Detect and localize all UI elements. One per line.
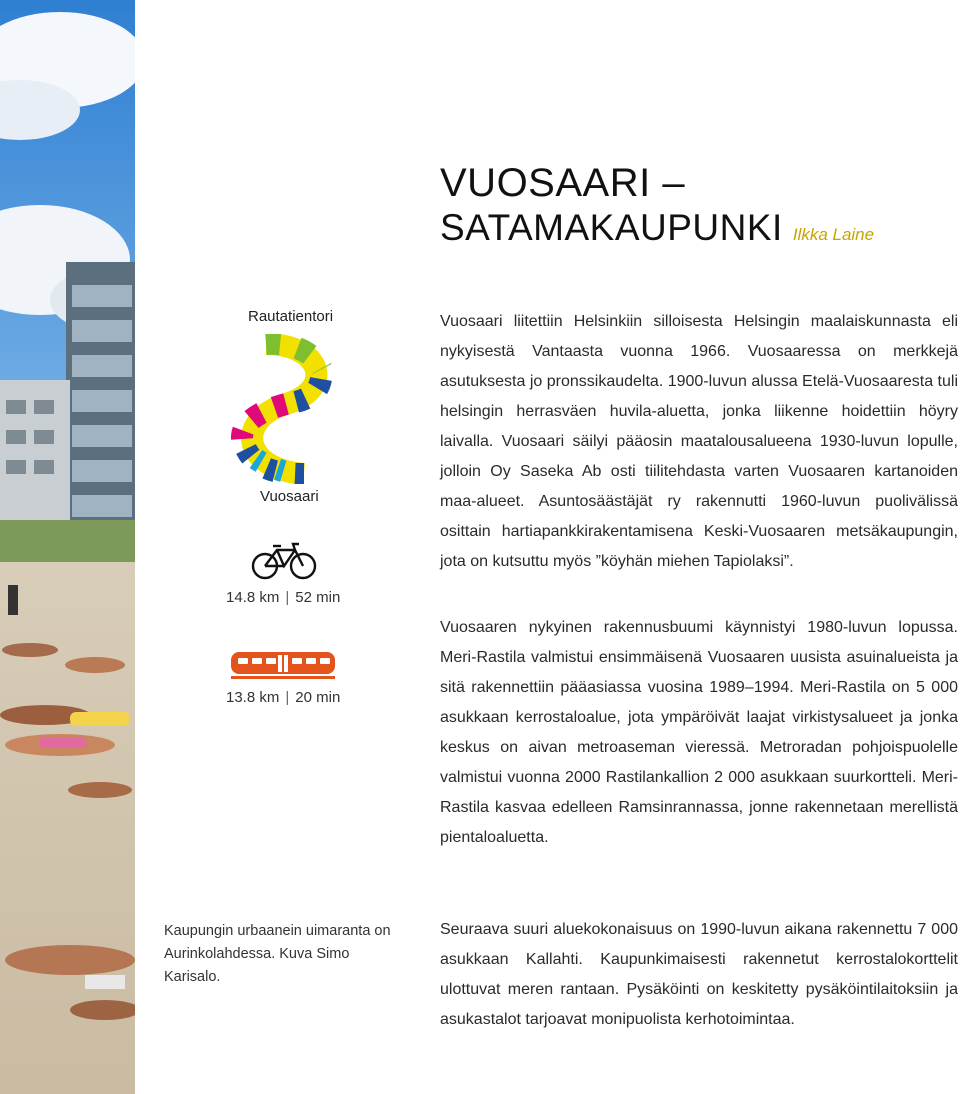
article-body bbox=[440, 307, 958, 1035]
author-name: Ilkka Laine bbox=[792, 225, 875, 244]
title-line-1: VUOSAARI – bbox=[440, 161, 686, 205]
title-line-2-text: SATAMAKAUPUNKI bbox=[440, 207, 783, 248]
title-line-2 bbox=[440, 206, 874, 257]
bike-time: 52 min bbox=[295, 589, 341, 606]
train-stats-separator: | bbox=[285, 689, 290, 706]
article-title bbox=[440, 160, 874, 257]
bicycle-icon bbox=[251, 542, 317, 585]
metro-train-icon bbox=[230, 650, 336, 685]
bike-stats-separator: | bbox=[285, 589, 290, 606]
train-route-stats bbox=[226, 689, 340, 706]
bike-distance: 14.8 km bbox=[226, 589, 280, 606]
route-origin: Rautatientori bbox=[248, 308, 334, 325]
bike-route-stats bbox=[226, 589, 340, 606]
article-paragraph-1: Vuosaari liitettiin Helsinkiin silloisesta Helsingin maalaiskunnasta eli nykyisestä Vantaasta vuonna 1966. Vuosaaressa on merkkejä asutuksesta jo pronssikaudelta. 1900-luvun alussa Etelä-Vuosaaresta tuli helsingin herrasväen huvila-aluetta, jonka liikenne hoidettiin höyry laivalla. Vuosaari säilyi pääosin maatalousalueena 1930-luvun lopulle, jolloin Oy Saseka Ab osti tiilitehdasta varten Vuosaaren kartanoiden maa-alueet. Asuntosäästäjät ry rakennutti 1960-luvun puolivälissä osittain hartiapankkirakentamisena Keski-Vuosaaren metsäkaupungin, jota on kutsuttu myös ”köyhän miehen Tapiolaksi”. bbox=[440, 313, 958, 570]
train-time: 20 min bbox=[295, 689, 341, 706]
route-destination: Vuosaari bbox=[260, 488, 319, 505]
article-paragraph-2: Vuosaaren nykyinen rakennusbuumi käynnistyi 1980-luvun lopussa. Meri-Rastila valmistui ensimmäisenä Vuosaaren uusista asuinalueista ja sitä rakennettiin pääasiassa vuosina 1989–1994. Meri-Rastila on 5 000 asukkaan kerrostaloalue, jota ympäröivät laajat virkistysalueet ja jonka keskus on aivan metroaseman vieressä. Metroradan pohjoispuolelle valmistui vuonna 2000 Rastilankallion 2 000 asukkaan suurkortteli. Meri-Rastila kasvaa edelleen Ramsinrannassa, jonne rakennetaan merellistä pientaloaluetta. bbox=[440, 619, 958, 846]
article-paragraph-3: Seuraava suuri aluekokonaisuus on 1990-luvun aikana rakennettu 7 000 asukkaan Kallahti. Kaupunkimaisesti rakennetut kerrostalokorttelit ulottuvat meren rantaan. Pysäköinti on keskitetty pysäköintilaitoksiin ja asukastalot tarjoavat monipuolista kerhotoimintaa. bbox=[440, 921, 958, 1028]
beach-photo bbox=[0, 0, 135, 1094]
route-squiggle-icon bbox=[226, 334, 341, 489]
train-distance: 13.8 km bbox=[226, 689, 280, 706]
photo-caption: Kaupungin urbaanein uimaranta on Aurinkolahdessa. Kuva Simo Karisalo. bbox=[164, 923, 391, 985]
